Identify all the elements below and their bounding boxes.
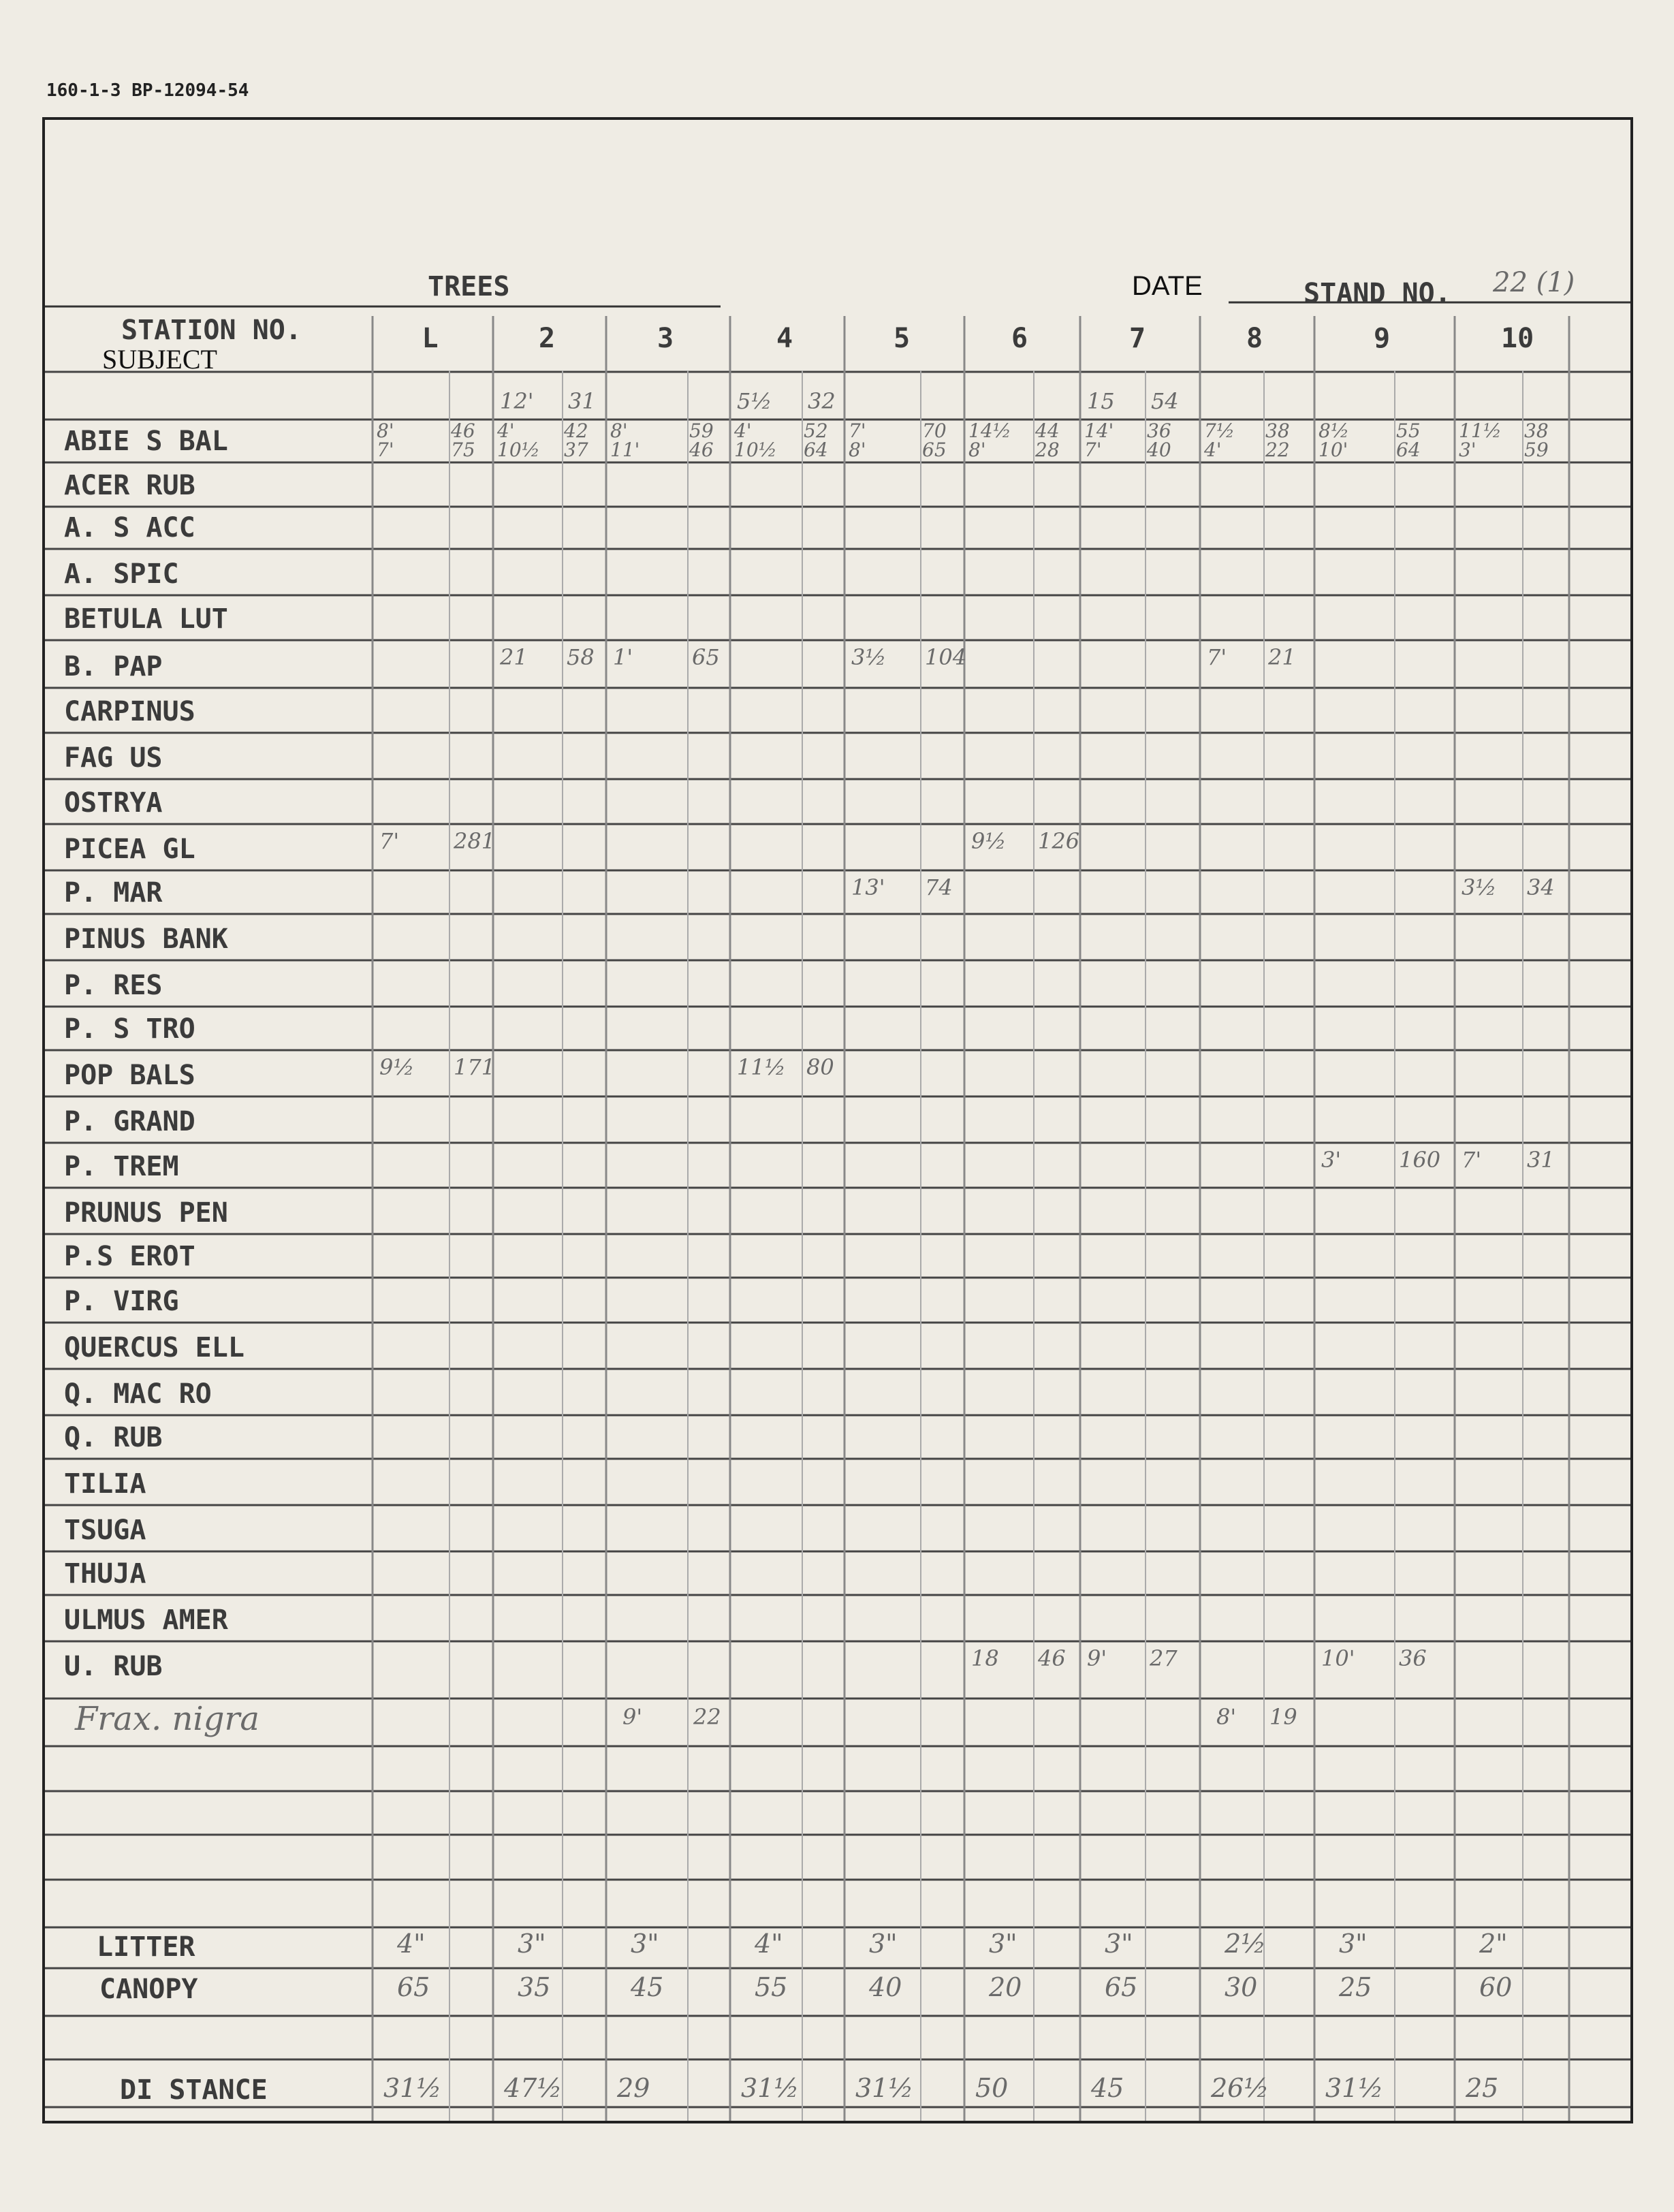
species-value: 11½ [1459,420,1502,442]
species-value: 7' [1462,1147,1482,1173]
species-value: 64 [1396,439,1421,461]
species-value: 75 [451,439,475,461]
station-number-7: 7 [1129,323,1146,354]
species-value: 59 [689,420,714,442]
canopy-value: 25 [1339,1972,1372,2002]
station-number-10: 10 [1501,323,1534,354]
species-value: 18 [971,1645,999,1671]
litter-value: 3" [1105,1929,1133,1959]
species-value: 126 [1038,828,1080,854]
category-label: TREES [428,271,510,302]
species-value: 22 [1265,439,1290,461]
species-value: 3½ [1462,874,1497,900]
species-value: 44 [1035,420,1060,442]
station-number-6: 6 [1011,323,1028,354]
species-value: 8' [968,439,986,461]
species-value: 64 [804,439,828,461]
species-label: PRUNUS PEN [64,1197,228,1229]
pre-row-value: 31 [568,388,596,414]
species-value: 65 [922,439,947,461]
species-label: P. TREM [64,1151,179,1182]
species-value: 4' [1204,439,1222,461]
species-value: 7' [379,828,400,854]
species-label: PICEA GL [64,834,195,865]
species-value: 160 [1399,1147,1441,1173]
species-label: CARPINUS [64,696,195,727]
canopy-value: 40 [869,1972,902,2002]
extra-species-value: 22 [693,1704,721,1730]
species-value: 36 [1147,420,1171,442]
species-value: 9½ [971,828,1007,854]
litter-value: 4" [397,1929,426,1959]
species-value: 11½ [737,1054,786,1080]
species-value: 74 [925,874,953,900]
species-value: 52 [804,420,828,442]
species-value: 171 [454,1054,496,1080]
stand-number-value: 22 (1) [1493,267,1575,298]
species-value: 14' [1084,420,1114,442]
species-value: 46 [451,420,475,442]
distance-value: 31½ [383,2073,442,2103]
litter-value: 3" [989,1929,1017,1959]
species-value: 10½ [497,439,540,461]
canopy-value: 60 [1479,1972,1513,2002]
station-number-2: 2 [539,323,556,354]
species-label: TSUGA [64,1515,146,1546]
extra-species-value: 9' [622,1704,643,1730]
distance-value: 31½ [741,2073,800,2103]
species-value: 80 [806,1054,834,1080]
species-label: QUERCUS ELL [64,1332,244,1363]
station-number-label: STATION NO. [121,315,302,346]
species-value: 42 [564,420,588,442]
canopy-value: 20 [989,1972,1022,2002]
species-value: 31 [1527,1147,1555,1173]
species-value: 7' [377,439,394,461]
extra-species-label: Frax. nigra [75,1700,260,1738]
species-value: 8' [377,420,394,442]
species-value: 10½ [734,439,777,461]
species-value: 10' [1321,1645,1355,1671]
species-label: P. GRAND [64,1106,195,1137]
canopy-value: 45 [631,1972,664,2002]
species-label: OSTRYA [64,787,163,819]
distance-value: 50 [975,2073,1009,2103]
species-value: 13' [851,874,885,900]
species-value: 1' [613,644,633,670]
litter-value: 2" [1479,1929,1508,1959]
litter-value: 3" [518,1929,546,1959]
litter-value: 2½ [1225,1929,1267,1959]
species-value: 8' [849,439,866,461]
species-label: Q. RUB [64,1422,163,1453]
distance-value: 31½ [1325,2073,1384,2103]
species-label: ULMUS AMER [64,1605,228,1636]
form-grid [45,120,1630,2121]
pre-row-value: 32 [808,388,836,414]
species-label: ACER RUB [64,470,195,501]
species-value: 27 [1150,1645,1178,1671]
subject-label: SUBJECT [102,344,217,375]
canopy-value: 65 [397,1972,430,2002]
species-value: 59 [1524,439,1549,461]
species-value: 4' [497,420,515,442]
stand-number-label: STAND NO. [1304,278,1451,309]
species-label: P. RES [64,970,163,1001]
station-number-5: 5 [894,323,911,354]
species-value: 11' [610,439,640,461]
species-value: 9' [1087,1645,1107,1671]
species-value: 7' [1207,644,1227,670]
species-value: 37 [564,439,588,461]
litter-value: 3" [869,1929,898,1959]
distance-value: 31½ [855,2073,914,2103]
species-value: 7' [1084,439,1102,461]
distance-value: 26½ [1211,2073,1269,2103]
species-value: 14½ [968,420,1011,442]
species-label: P. MAR [64,877,163,908]
species-value: 55 [1396,420,1421,442]
species-value: 70 [922,420,947,442]
canopy-value: 30 [1225,1972,1258,2002]
species-value: 3' [1321,1147,1342,1173]
species-value: 58 [567,644,595,670]
litter-label: LITTER [97,1931,195,1963]
species-value: 65 [692,644,720,670]
species-value: 8½ [1318,420,1349,442]
species-label: ABIE S BAL [64,426,228,457]
pre-row-value: 5½ [737,388,772,414]
date-label: DATE [1132,271,1203,301]
species-label: PINUS BANK [64,923,228,955]
species-value: 7' [849,420,866,442]
canopy-value: 35 [518,1972,551,2002]
species-value: 104 [925,644,967,670]
species-label: FAG US [64,742,163,774]
pre-row-value: 54 [1151,388,1179,414]
species-value: 21 [500,644,528,670]
species-value: 8' [610,420,628,442]
canopy-value: 55 [755,1972,788,2002]
species-value: 3' [1459,439,1476,461]
species-value: 34 [1527,874,1555,900]
species-label: TILIA [64,1468,146,1500]
species-label: BETULA LUT [64,603,228,635]
species-label: B. PAP [64,651,163,682]
species-value: 40 [1147,439,1171,461]
species-value: 36 [1399,1645,1427,1671]
extra-species-value: 19 [1269,1704,1297,1730]
species-value: 46 [1038,1645,1066,1671]
pre-row-value: 15 [1087,388,1115,414]
litter-value: 3" [1339,1929,1368,1959]
species-value: 7½ [1204,420,1235,442]
species-value: 3½ [851,644,887,670]
pre-row-value: 12' [500,388,534,414]
species-value: 21 [1268,644,1296,670]
station-number-L: L [422,323,439,354]
species-value: 28 [1035,439,1060,461]
distance-value: 25 [1466,2073,1499,2103]
species-value: 9½ [379,1054,415,1080]
species-label: A. SPIC [64,558,179,590]
species-value: 46 [689,439,714,461]
extra-species-value: 8' [1216,1704,1237,1730]
distance-value: 45 [1091,2073,1124,2103]
station-number-8: 8 [1246,323,1263,354]
station-number-4: 4 [776,323,793,354]
litter-value: 4" [755,1929,783,1959]
species-value: 38 [1524,420,1549,442]
species-label: P. S TRO [64,1013,195,1045]
species-label: Q. MAC RO [64,1378,212,1410]
species-value: 10' [1318,439,1348,461]
species-label: A. S ACC [64,512,195,543]
canopy-label: CANOPY [99,1974,198,2005]
form-frame [42,117,1633,2123]
species-value: 4' [734,420,752,442]
distance-value: 29 [617,2073,650,2103]
station-number-3: 3 [657,323,674,354]
species-label: P.S EROT [64,1241,195,1272]
species-label: POP BALS [64,1060,195,1091]
distance-value: 47½ [504,2073,563,2103]
species-value: 38 [1265,420,1290,442]
form-code: 160-1-3 BP-12094-54 [46,80,249,101]
species-label: U. RUB [64,1651,163,1682]
species-label: P. VIRG [64,1286,179,1317]
species-label: THUJA [64,1558,146,1590]
station-number-9: 9 [1374,323,1391,354]
species-value: 281 [454,828,496,854]
distance-label: DI STANCE [120,2074,268,2106]
canopy-value: 65 [1105,1972,1138,2002]
litter-value: 3" [631,1929,659,1959]
